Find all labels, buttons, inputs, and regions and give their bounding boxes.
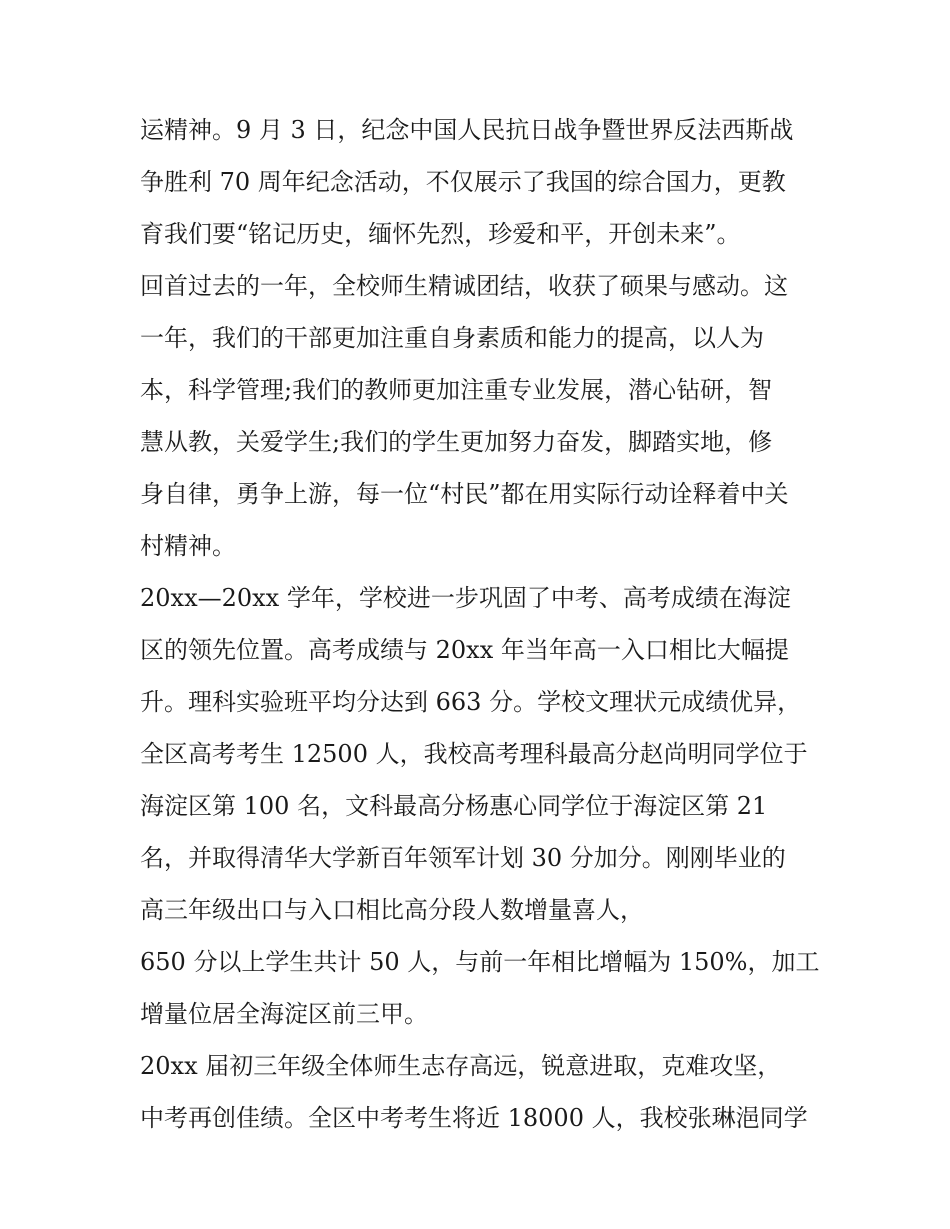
text-line: 身自律，勇争上游，每一位“村民”都在用实际行动诠释着中关: [140, 480, 789, 508]
body-text: [140, 104, 830, 1144]
text-line: 村精神。: [140, 532, 236, 560]
text-line: 高三年级出口与入口相比高分段人数增量喜人，: [140, 896, 644, 924]
text-line: 区的领先位置。高考成绩与 20xx 年当年高一入口相比大幅提: [140, 636, 789, 664]
text-line: 育我们要“铭记历史，缅怀先烈，珍爱和平，开创未来”。: [140, 220, 741, 248]
text-line: 一年，我们的干部更加注重自身素质和能力的提高，以人为: [140, 324, 764, 352]
text-line: 争胜利 70 周年纪念活动，不仅展示了我国的综合国力，更教: [140, 168, 786, 196]
text-line: 运精神。9 月 3 日，纪念中国人民抗日战争暨世界反法西斯战: [140, 116, 794, 144]
text-line: 20xx—20xx 学年，学校进一步巩固了中考、高考成绩在海淀: [140, 584, 791, 612]
text-line: 升。理科实验班平均分达到 663 分。学校文理状元成绩优异，: [140, 688, 802, 716]
text-line: 慧从教，关爱学生;我们的学生更加努力奋发，脚踏实地，修: [140, 428, 773, 456]
text-line: 名，并取得清华大学新百年领军计划 30 分加分。刚刚毕业的: [140, 844, 786, 872]
text-line: 回首过去的一年，全校师生精诚团结，收获了硕果与感动。这: [140, 272, 788, 300]
text-line: 20xx 届初三年级全体师生志存高远，锐意进取，克难攻坚，: [140, 1052, 782, 1080]
text-line: 本，科学管理;我们的教师更加注重专业发展，潜心钻研，智: [140, 376, 773, 404]
text-line: 中考再创佳绩。全区中考考生将近 18000 人，我校张琳浥同学: [140, 1104, 808, 1132]
text-line: 海淀区第 100 名，文科最高分杨惠心同学位于海淀区第 21: [140, 792, 768, 820]
text-line: 全区高考考生 12500 人，我校高考理科最高分赵尚明同学位于: [140, 740, 808, 768]
text-line: 650 分以上学生共计 50 人，与前一年相比增幅为 150%，加工: [140, 948, 820, 976]
text-line: 增量位居全海淀区前三甲。: [140, 1000, 428, 1028]
